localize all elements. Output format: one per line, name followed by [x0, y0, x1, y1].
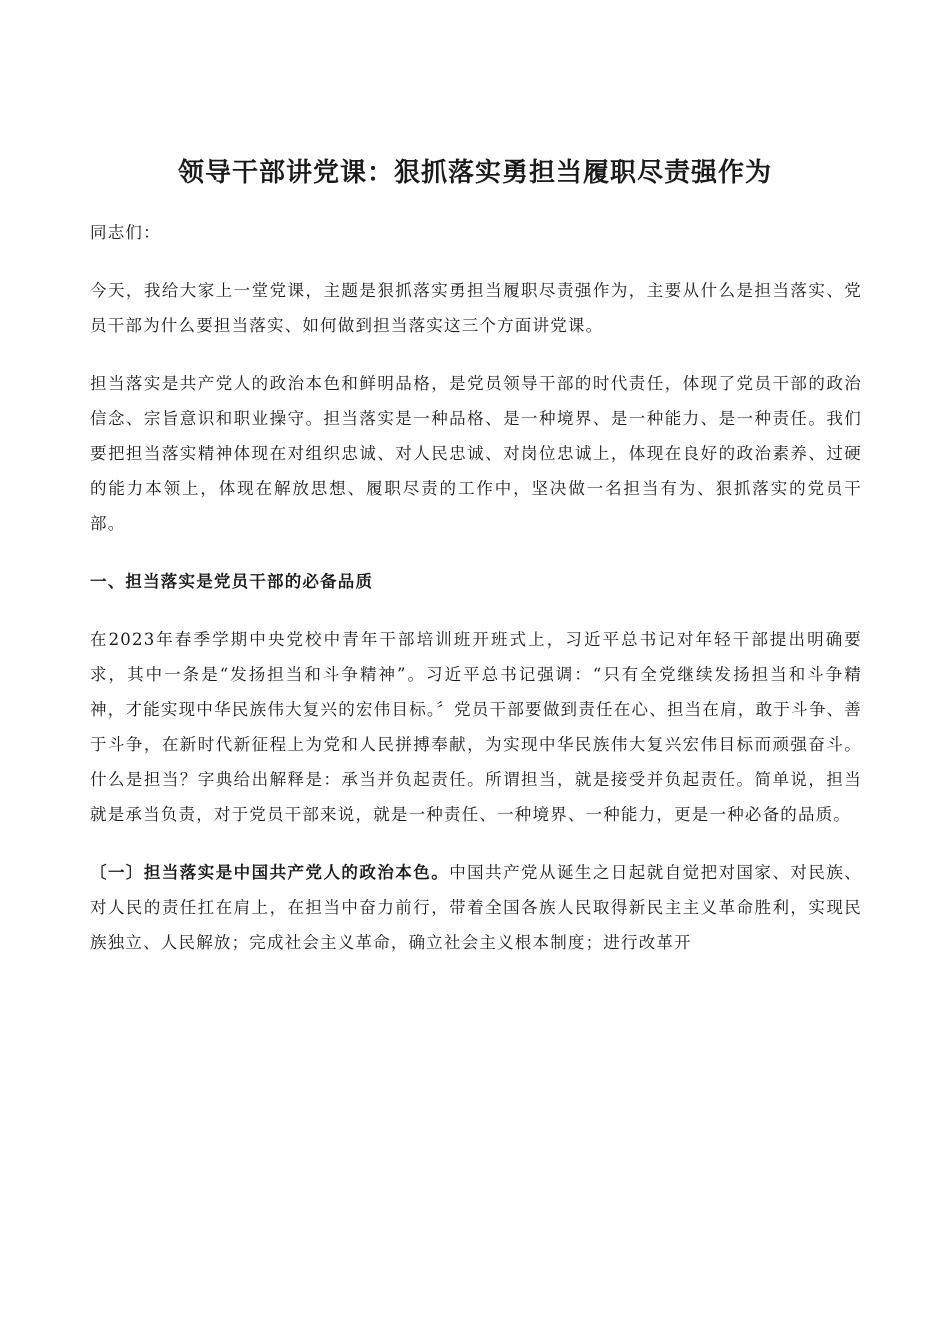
- subsection-1-text: 中国共产党从诞生之日起就自觉把对国家、对民族、对人民的责任扛在肩上，在担当中奋力前行，带着全国各族人民取得新民主主义革命胜利，实现民族独立、人民解放；完成社会主义革命，确立社会主义根本制度；进行改革开: [90, 863, 862, 952]
- subsection-1-heading: 〔一〕担当落实是中国共产党人的政治本色。: [90, 863, 450, 882]
- salutation: 同志们：: [90, 223, 161, 242]
- intro-paragraph-2: 担当落实是共产党人的政治本色和鲜明品格，是党员领导干部的时代责任，体现了党员干部的政治信念、宗旨意识和职业操守。担当落实是一种品格、是一种境界、是一种能力、是一种责任。我们要把担当落实精神体现在对组织忠诚、对人民忠诚、对岗位忠诚上，体现在良好的政治素养、过硬的能力本领上，体现在解放思想、履职尽责的工作中，坚决做一名担当有为、狠抓落实的党员干部。: [90, 374, 862, 533]
- document-body: [90, 215, 862, 983]
- document-title: 领导干部讲党课：狠抓落实勇担当履职尽责强作为: [177, 158, 772, 188]
- intro-paragraph-1: 今天，我给大家上一堂党课，主题是狠抓落实勇担当履职尽责强作为，主要从什么是担当落实、党员干部为什么要担当落实、如何做到担当落实这三个方面讲党课。: [90, 281, 862, 335]
- subsection-1-paragraph: [90, 855, 862, 960]
- section-1-paragraph: 在2023年春季学期中央党校中青年干部培训班开班式上，习近平总书记对年轻干部提出明确要求，其中一条是“发扬担当和斗争精神”。习近平总书记强调：“只有全党继续发扬担当和斗争精神，才能实现中华民族伟大复兴的宏伟目标。〞党员干部要做到责任在心、担当在肩，敢于斗争、善于斗争，在新时代新征程上为党和人民拼搏奉献，为实现中华民族伟大复兴宏伟目标而顽强奋斗。什么是担当？字典给出解释是：承当并负起责任。所谓担当，就是接受并负起责任。简单说，担当就是承当负责，对于党员干部来说，就是一种责任、一种境界、一种能力，更是一种必备的品质。: [90, 630, 862, 824]
- section-1-heading: 一、担当落实是党员干部的必备品质: [90, 572, 374, 591]
